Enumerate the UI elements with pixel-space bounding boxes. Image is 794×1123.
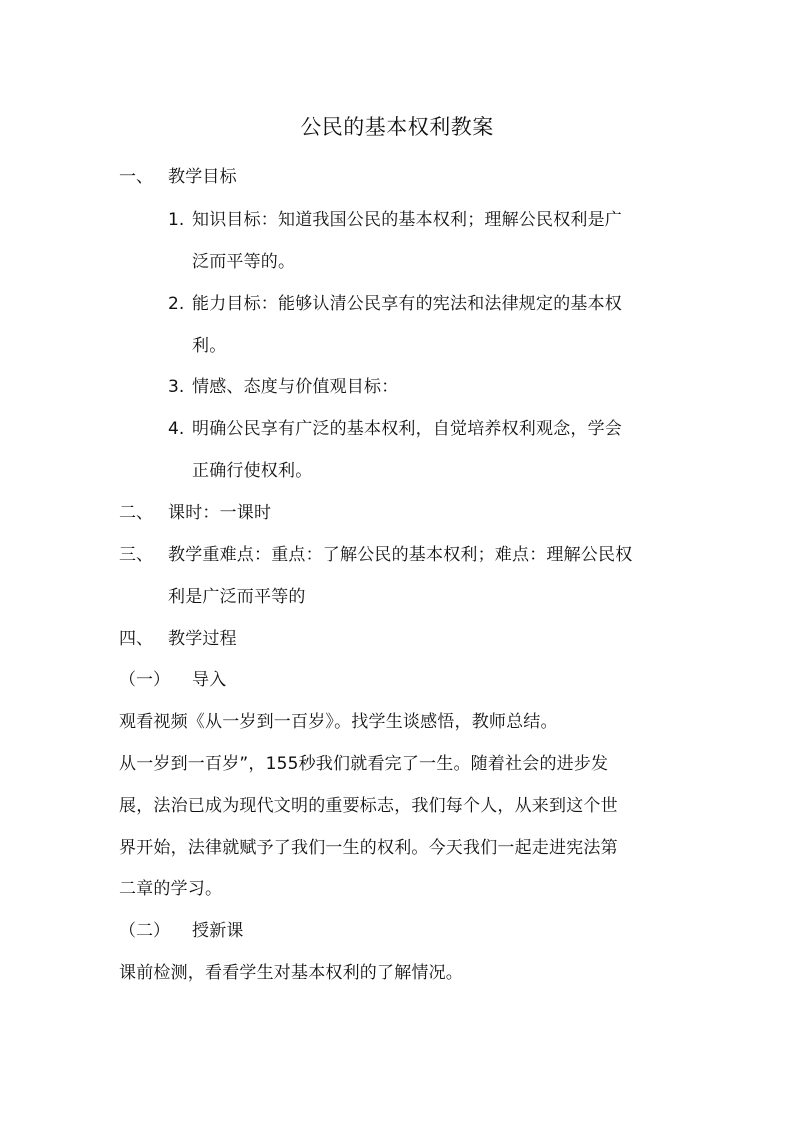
section-heading: 课时：一课时 [168, 503, 272, 523]
paragraph-line: 课前检测，看看学生对基本权利的了解情况。 [119, 963, 463, 983]
section-heading: 教学目标 [168, 167, 237, 187]
section-number: 三、 [119, 545, 153, 565]
objective-text-continued: 泛而平等的。 [192, 252, 296, 272]
objective-text-continued: 正确行使权利。 [192, 461, 313, 481]
objective-text-continued: 利。 [192, 336, 227, 356]
paragraph-line: 二章的学习。 [119, 879, 223, 899]
objective-number: 1. [168, 210, 185, 230]
part-heading: 导入 [192, 670, 227, 690]
document-title: 公民的基本权利教案 [300, 115, 494, 139]
part-number: （二） [119, 921, 170, 941]
objective-number: 2. [168, 294, 185, 314]
objective-text: 知识目标：知道我国公民的基本权利；理解公民权利是广 [192, 210, 622, 230]
paragraph-line: 从一岁到一百岁”，155秒我们就看完了一生。随着社会的进步发 [119, 754, 609, 774]
section-heading: 教学重难点：重点：了解公民的基本权利；难点：理解公民权 [168, 545, 633, 565]
paragraph-line: 展，法治已成为现代文明的重要标志，我们每个人，从来到这个世 [119, 796, 618, 816]
part-number: （一） [119, 670, 170, 690]
paragraph-line: 界开始，法律就赋予了我们一生的权利。今天我们一起走进宪法第 [119, 838, 618, 858]
section-number: 一、 [119, 167, 153, 187]
section-heading: 教学过程 [168, 629, 237, 649]
part-heading: 授新课 [192, 921, 244, 941]
section-heading-continued: 利是广泛而平等的 [168, 587, 306, 607]
paragraph-line: 观看视频《从一岁到一百岁》。找学生谈感悟，教师总结。 [119, 712, 558, 732]
objective-text: 能力目标：能够认清公民享有的宪法和法律规定的基本权 [192, 294, 622, 314]
objective-text: 明确公民享有广泛的基本权利，自觉培养权利观念，学会 [192, 419, 622, 439]
objective-number: 4. [168, 419, 185, 439]
section-number: 四、 [119, 629, 153, 649]
section-number: 二、 [119, 503, 153, 523]
objective-number: 3. [168, 377, 185, 397]
objective-text: 情感、态度与价值观目标： [192, 377, 399, 397]
